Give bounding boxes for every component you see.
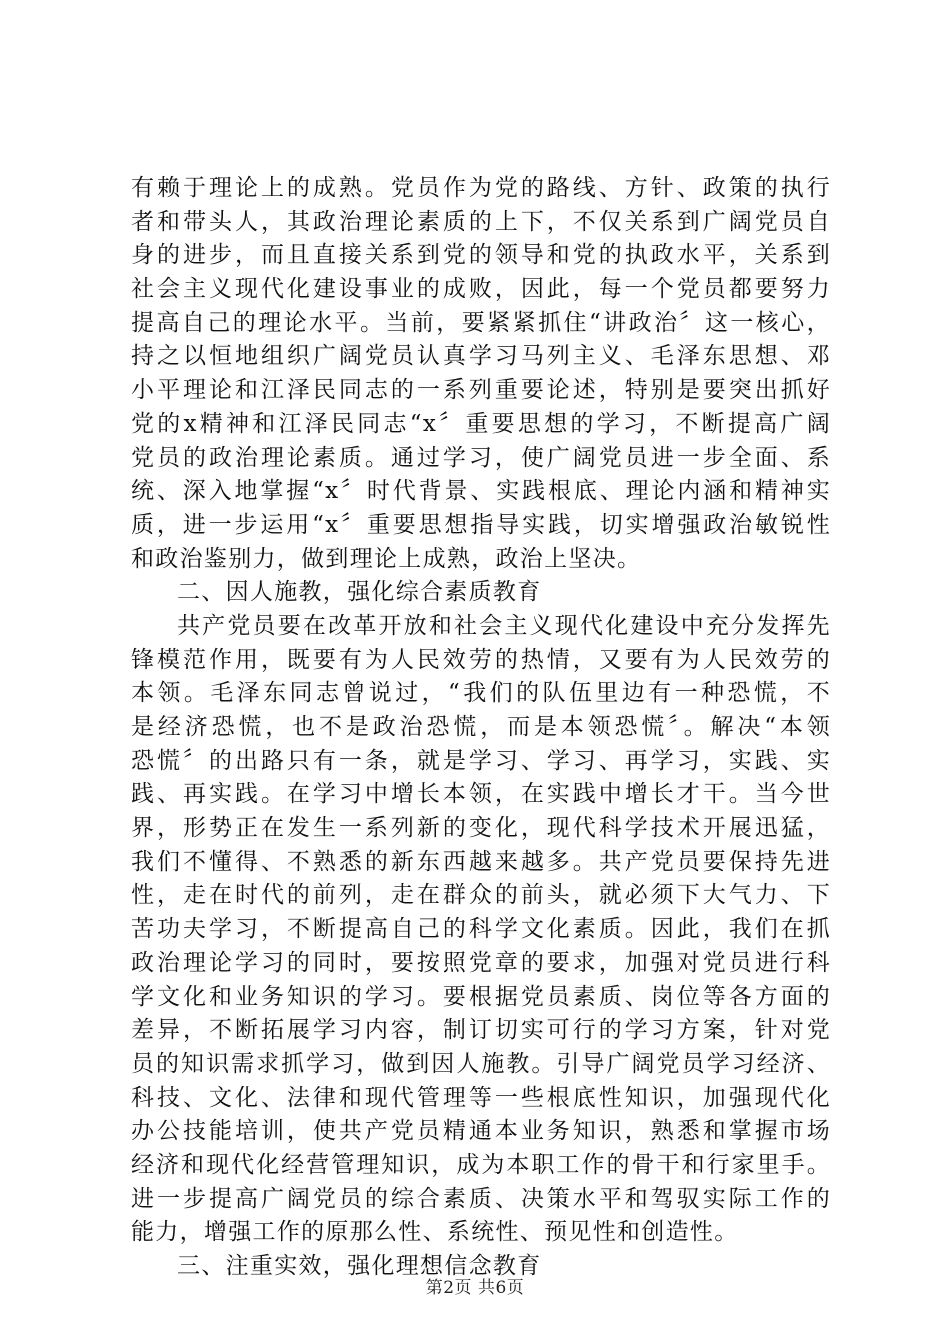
text-line: 践、再实践。在学习中增长本领，在实践中增长才干。当今世 bbox=[131, 781, 831, 808]
text-line: 是经济恐慌，也不是政治恐慌，而是本领恐慌〞。解决“本领 bbox=[131, 714, 831, 740]
text-line: 本领。毛泽东同志曾说过，“我们的队伍里边有一种恐慌，不 bbox=[131, 680, 831, 707]
text-line: 界，形势正在发生一系列新的变化，现代科学技术开展迅猛， bbox=[131, 815, 831, 842]
text-line: 党的x精神和江泽民同志“x〞重要思想的学习，不断提高广阔 bbox=[131, 410, 831, 437]
text-line: 科技、文化、法律和现代管理等一些根底性知识，加强现代化 bbox=[131, 1084, 831, 1111]
text-line: 员的知识需求抓学习，做到因人施教。引导广阔党员学习经济、 bbox=[131, 1050, 831, 1077]
text-line: 差异，不断拓展学习内容，制订切实可行的学习方案，针对党 bbox=[131, 1017, 831, 1044]
document-body bbox=[131, 172, 831, 1284]
text-line: 提高自己的理论水平。当前，要紧紧抓住“讲政治〞这一核心， bbox=[131, 309, 831, 336]
text-line: 持之以恒地组织广阔党员认真学习马列主义、毛泽东思想、邓 bbox=[131, 343, 831, 370]
text-line: 党员的政治理论素质。通过学习，使广阔党员进一步全面、系 bbox=[131, 444, 831, 471]
text-line: 社会主义现代化建设事业的成败，因此，每一个党员都要努力 bbox=[131, 276, 831, 303]
page-number-footer: 第2页 共6页 bbox=[425, 1278, 525, 1298]
text-line: 统、深入地掌握“x〞时代背景、实践根底、理论内涵和精神实 bbox=[131, 478, 831, 505]
text-line: 有赖于理论上的成熟。党员作为党的路线、方针、政策的执行 bbox=[131, 175, 831, 201]
text-line: 政治理论学习的同时，要按照党章的要求，加强对党员进行科 bbox=[131, 949, 831, 976]
text-line: 进一步提高广阔党员的综合素质、决策水平和驾驭实际工作的 bbox=[131, 1185, 831, 1212]
text-line: 和政治鉴别力，做到理论上成熟，政治上坚决。 bbox=[131, 545, 642, 572]
text-line: 锋模范作用，既要有为人民效劳的热情，又要有为人民效劳的 bbox=[131, 646, 831, 673]
text-line: 苦功夫学习，不断提高自己的科学文化素质。因此，我们在抓 bbox=[131, 916, 831, 943]
text-line: 学文化和业务知识的学习。要根据党员素质、岗位等各方面的 bbox=[131, 983, 831, 1010]
text-line: 共产党员要在改革开放和社会主义现代化建设中充分发挥先 bbox=[177, 612, 831, 639]
text-line: 能力，增强工作的原那么性、系统性、预见性和创造性。 bbox=[131, 1219, 739, 1246]
text-line: 质，进一步运用“x〞重要思想指导实践，切实增强政治敏锐性 bbox=[131, 511, 831, 538]
section-heading-3: 三、注重实效，强化理想信念教育 bbox=[177, 1253, 542, 1279]
text-line: 身的进步，而且直接关系到党的领导和党的执政水平，关系到 bbox=[131, 242, 831, 269]
text-line: 小平理论和江泽民同志的一系列重要论述，特别是要突出抓好 bbox=[131, 377, 831, 404]
text-line: 恐慌〞的出路只有一条，就是学习、学习、再学习，实践、实 bbox=[131, 747, 831, 774]
text-line: 性，走在时代的前列，走在群众的前头，就必须下大气力、下 bbox=[131, 882, 831, 909]
text-line: 者和带头人，其政治理论素质的上下，不仅关系到广阔党员自 bbox=[131, 208, 831, 235]
section-heading-2: 二、因人施教，强化综合素质教育 bbox=[177, 579, 542, 606]
text-line: 办公技能培训，使共产党员精通本业务知识，熟悉和掌握市场 bbox=[131, 1118, 831, 1145]
text-line: 经济和现代化经营管理知识，成为本职工作的骨干和行家里手。 bbox=[131, 1151, 831, 1178]
text-line: 我们不懂得、不熟悉的新东西越来越多。共产党员要保持先进 bbox=[131, 848, 831, 875]
